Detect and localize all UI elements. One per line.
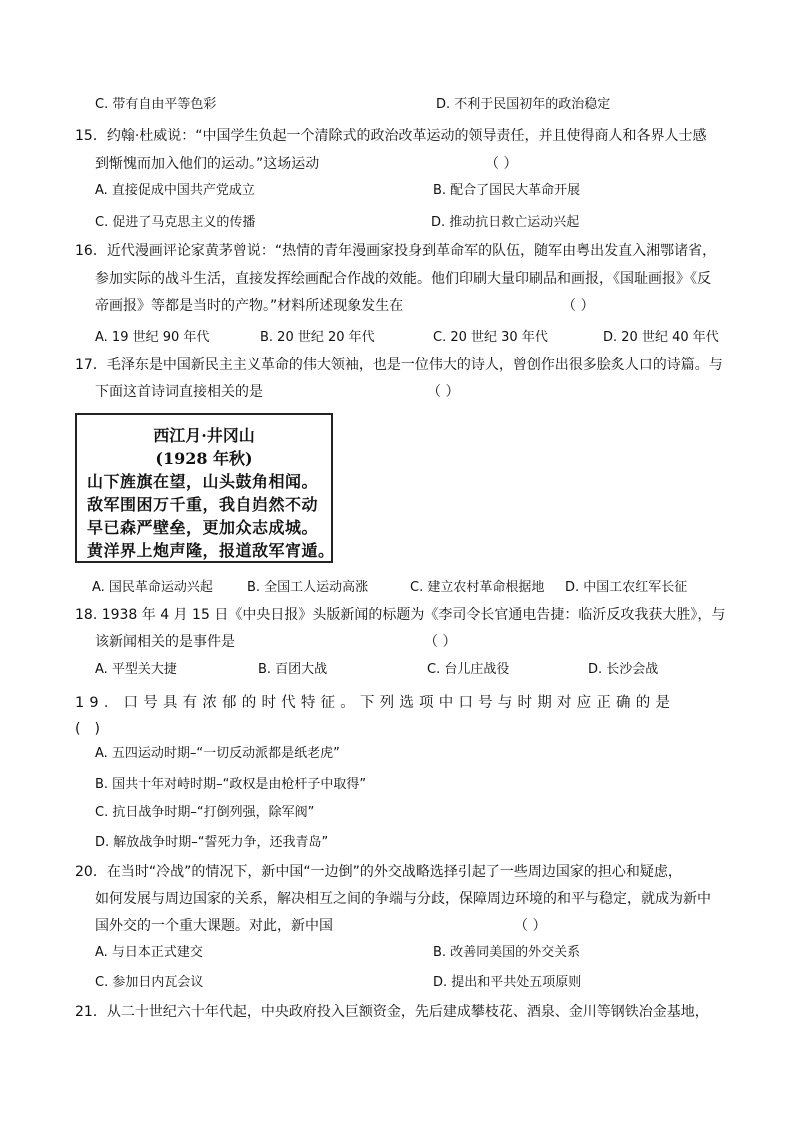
poem-line-3: 早已森严壁垒，更加众志成城。 xyxy=(87,518,319,537)
poem-line-4: 黄洋界上炮声隆，报道敌军宵遁。 xyxy=(87,541,335,560)
q18-option-a: A. 平型关大捷 xyxy=(95,662,177,677)
q17-stem-line1: 17．毛泽东是中国新民主主义革命的伟大领袖，也是一位伟大的诗人，曾创作出很多脍炙人口的诗篇。与 xyxy=(75,357,723,373)
q16-stem-line3: 帝画报》等都是当时的产物。”材料所述现象发生在 xyxy=(95,298,404,314)
q20-answer-paren: （ ） xyxy=(514,918,547,934)
q19-option-b: B. 国共十年对峙时期–“政权是由枪杆子中取得” xyxy=(95,777,367,792)
q19-option-d: D. 解放战争时期–“誓死力争，还我青岛” xyxy=(95,835,329,850)
q14-option-d: D. 不利于民国初年的政治稳定 xyxy=(436,97,611,112)
q17-option-d: D. 中国工农红军长征 xyxy=(565,580,688,595)
poem-line-2: 敌军围困万千重，我自岿然不动 xyxy=(87,495,319,514)
q20-option-a: A. 与日本正式建交 xyxy=(95,945,203,960)
q19-answer-paren: ( ) xyxy=(75,721,100,737)
q20-option-b: B. 改善同美国的外交关系 xyxy=(433,945,581,960)
q20-option-c: C. 参加日内瓦会议 xyxy=(95,975,204,990)
q15-stem-line2: 到惭愧而加入他们的运动。”这场运动 xyxy=(95,156,320,172)
q18-stem-line1: 18. 1938 年 4 月 15 日《中央日报》头版新闻的标题为《李司令长官通电告捷：临沂反攻我获大胜》，与 xyxy=(75,607,726,623)
q15-option-b: B. 配合了国民大革命开展 xyxy=(433,183,581,198)
q15-option-c: C. 促进了马克思主义的传播 xyxy=(95,215,256,230)
q16-option-c: C. 20 世纪 30 年代 xyxy=(433,330,548,345)
poem-line-1: 山下旌旗在望，山头鼓角相闻。 xyxy=(87,472,319,491)
q16-option-d: D. 20 世纪 40 年代 xyxy=(603,330,719,345)
q17-option-c: C. 建立农村革命根据地 xyxy=(410,580,545,595)
q17-option-b: B. 全国工人运动高涨 xyxy=(247,580,369,595)
q15-option-a: A. 直接促成中国共产党成立 xyxy=(95,183,255,198)
poem-title: 西江月·井冈山 xyxy=(153,426,255,445)
q17-option-a: A. 国民革命运动兴起 xyxy=(92,580,213,595)
q19-option-c: C. 抗日战争时期–“打倒列强，除军阀” xyxy=(95,805,315,820)
q17-stem-line2: 下面这首诗词直接相关的是 xyxy=(95,384,263,400)
q20-option-d: D. 提出和平共处五项原则 xyxy=(433,975,582,990)
q15-stem-line1: 15．约翰·杜威说：“中国学生负起一个清除式的政治改革运动的领导责任，并且使得商人和各界人士感 xyxy=(75,128,707,144)
q18-answer-paren: （ ） xyxy=(424,634,457,650)
q17-answer-paren: （ ） xyxy=(427,384,460,400)
q16-stem-line1: 16．近代漫画评论家黄茅曾说：“热情的青年漫画家投身到革命军的队伍，随军由粤出发直入湘鄂诸省， xyxy=(75,243,717,259)
q16-answer-paren: （ ） xyxy=(562,298,595,314)
q16-option-a: A. 19 世纪 90 年代 xyxy=(95,330,210,345)
q16-option-b: B. 20 世纪 20 年代 xyxy=(260,330,375,345)
q20-stem-line3: 国外交的一个重大课题。对此，新中国 xyxy=(95,918,333,934)
q16-stem-line2: 参加实际的战斗生活，直接发挥绘画配合作战的效能。他们印刷大量印刷品和画报，《国耻画报》《反 xyxy=(95,271,711,287)
q14-option-c: C. 带有自由平等色彩 xyxy=(95,97,217,112)
q20-stem-line1: 20．在当时“冷战”的情况下，新中国“一边倒”的外交战略选择引起了一些周边国家的担心和疑虑， xyxy=(75,864,682,880)
q20-stem-line2: 如何发展与周边国家的关系，解决相互之间的争端与分歧，保障周边环境的和平与稳定，就成为新中 xyxy=(95,891,711,907)
poem-box xyxy=(75,413,333,563)
q18-option-b: B. 百团大战 xyxy=(258,662,328,677)
q19-stem-line1: 19．口号具有浓郁的时代特征。下列选项中口号与时期对应正确的是 xyxy=(75,695,676,711)
q18-option-d: D. 长沙会战 xyxy=(588,662,659,677)
q15-answer-paren: （ ） xyxy=(485,156,518,172)
q18-stem-line2: 该新闻相关的是事件是 xyxy=(95,634,235,650)
poem-date: (1928 年秋) xyxy=(155,449,253,468)
q18-option-c: C. 台儿庄战役 xyxy=(427,662,510,677)
q21-stem-line1: 21．从二十世纪六十年代起，中央政府投入巨额资金，先后建成攀枝花、酒泉、金川等钢铁冶金基地， xyxy=(75,1004,709,1020)
q19-option-a: A. 五四运动时期–“一切反动派都是纸老虎” xyxy=(95,746,340,761)
q15-option-d: D. 推动抗日救亡运动兴起 xyxy=(431,215,580,230)
